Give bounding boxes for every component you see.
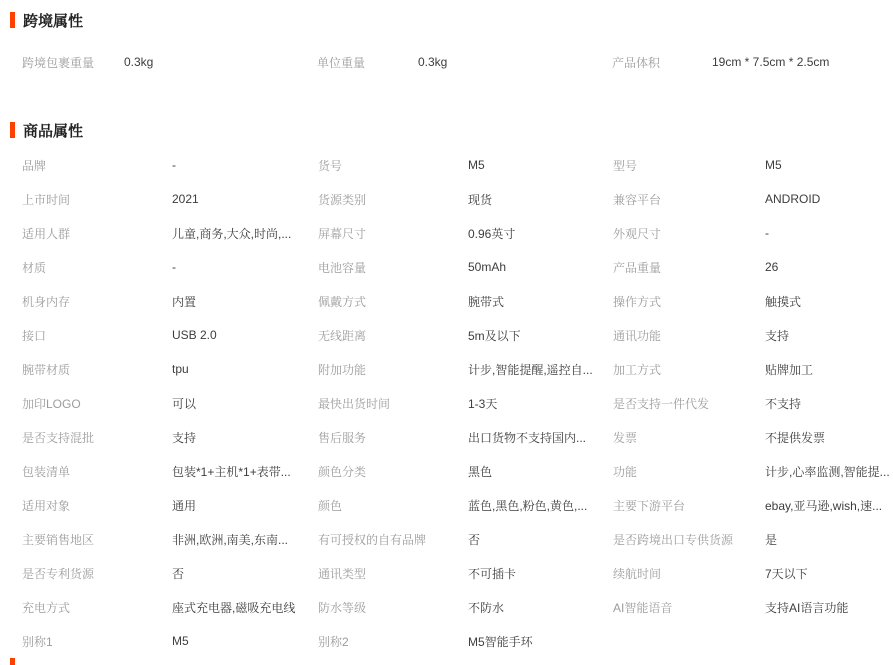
attribute-value: 不提供发票 (765, 430, 826, 445)
section-title: 商品属性 (23, 122, 84, 140)
attribute-value: M5 (765, 158, 782, 172)
attribute-value: 包装*1+主机*1+表带... (172, 464, 291, 479)
attribute-label: 腕带材质 (22, 362, 71, 377)
attribute-value: 计步,心率监测,智能提... (765, 464, 890, 479)
attribute-value: 否 (172, 566, 185, 581)
attribute-value: 否 (468, 532, 481, 547)
attribute-label: 附加功能 (318, 362, 367, 377)
cross-border-attributes-row (22, 53, 891, 71)
attribute-value: 19cm * 7.5cm * 2.5cm (712, 55, 830, 69)
attribute-value: 座式充电器,磁吸充电线 (172, 600, 296, 615)
attribute-value: 5m及以下 (468, 328, 521, 343)
attribute-label: 颜色分类 (318, 464, 367, 479)
attribute-label: 货源类别 (318, 192, 367, 207)
attribute-label: 单位重量 (317, 55, 366, 70)
attribute-label: 型号 (613, 158, 638, 173)
attribute-label: 颜色 (318, 498, 343, 513)
attribute-label: 品牌 (22, 158, 47, 173)
attribute-label: 主要下游平台 (613, 498, 686, 513)
attribute-label: 机身内存 (22, 294, 71, 309)
attribute-value: 儿童,商务,大众,时尚,... (172, 226, 292, 241)
attribute-value: - (172, 260, 176, 274)
attribute-value: 0.3kg (418, 55, 448, 69)
attribute-value: 贴牌加工 (765, 362, 814, 377)
attribute-value: ebay,亚马逊,wish,速... (765, 498, 883, 513)
attribute-value: 黑色 (468, 464, 493, 479)
attribute-label: 跨境包裹重量 (22, 55, 95, 70)
section-marker-icon (10, 12, 15, 28)
attribute-label: 是否专利货源 (22, 566, 95, 581)
attribute-label: AI智能语音 (613, 600, 673, 615)
attribute-label: 佩戴方式 (318, 294, 367, 309)
attribute-label: 是否跨境出口专供货源 (613, 532, 734, 547)
attribute-value: M5 (468, 158, 485, 172)
attribute-label: 最快出货时间 (318, 396, 391, 411)
attribute-label: 加工方式 (613, 362, 662, 377)
attribute-label: 加印LOGO (22, 396, 81, 411)
attribute-value: 0.3kg (124, 55, 154, 69)
attribute-label: 上市时间 (22, 192, 71, 207)
attribute-label: 防水等级 (318, 600, 367, 615)
attribute-value: ANDROID (765, 192, 821, 206)
attribute-value: 非洲,欧洲,南美,东南... (172, 532, 289, 547)
attribute-value: 0.96英寸 (468, 226, 516, 241)
attribute-value: tpu (172, 362, 189, 376)
attribute-label: 材质 (22, 260, 47, 275)
attribute-label: 有可授权的自有品牌 (318, 532, 427, 547)
attribute-value: 1-3天 (468, 396, 498, 411)
attribute-value: 50mAh (468, 260, 507, 274)
section-marker-icon (10, 122, 15, 138)
attribute-value: 现货 (468, 192, 493, 207)
attribute-label: 续航时间 (613, 566, 662, 581)
attribute-value: 通用 (172, 498, 197, 513)
attribute-label: 发票 (613, 430, 638, 445)
next-section-marker-icon (10, 658, 15, 665)
attribute-label: 屏幕尺寸 (318, 226, 367, 241)
attribute-value: 不可插卡 (468, 566, 517, 581)
attribute-value: 蓝色,黑色,粉色,黄色,... (468, 498, 588, 513)
attribute-label: 适用对象 (22, 498, 71, 513)
attribute-value: 出口货物不支持国内... (468, 430, 587, 445)
section-header-product (10, 121, 83, 139)
attribute-label: 包装清单 (22, 464, 71, 479)
attribute-label: 兼容平台 (613, 192, 662, 207)
attribute-value: 支持AI语言功能 (765, 600, 849, 615)
attribute-value: - (765, 226, 769, 240)
attribute-label: 产品重量 (613, 260, 662, 275)
section-header-cross-border (10, 11, 83, 29)
attribute-label: 适用人群 (22, 226, 71, 241)
attribute-label: 功能 (613, 464, 638, 479)
attribute-label: 操作方式 (613, 294, 662, 309)
attribute-label: 别称2 (318, 634, 349, 649)
attribute-label: 别称1 (22, 634, 53, 649)
attribute-value: 计步,智能提醒,遥控自... (468, 362, 593, 377)
attribute-label: 通讯功能 (613, 328, 662, 343)
attribute-value: 腕带式 (468, 294, 505, 309)
attribute-value: 7天以下 (765, 566, 808, 581)
attribute-label: 产品体积 (612, 55, 661, 70)
attribute-label: 通讯类型 (318, 566, 367, 581)
attribute-value: M5 (172, 634, 189, 648)
attribute-label: 电池容量 (318, 260, 367, 275)
attribute-label: 是否支持混批 (22, 430, 95, 445)
attribute-label: 无线距离 (318, 328, 367, 343)
attribute-value: - (172, 158, 176, 172)
attribute-value: 不支持 (765, 396, 802, 411)
attribute-label: 充电方式 (22, 600, 71, 615)
attribute-value: M5智能手环 (468, 634, 533, 649)
attribute-label: 是否支持一件代发 (613, 396, 710, 411)
attribute-value: 触摸式 (765, 294, 802, 309)
attribute-label: 外观尺寸 (613, 226, 662, 241)
attribute-value: 是 (765, 532, 778, 547)
product-attributes-table (22, 148, 891, 658)
attribute-value: 内置 (172, 294, 197, 309)
attribute-value: USB 2.0 (172, 328, 217, 342)
attribute-label: 售后服务 (318, 430, 367, 445)
attribute-value: 可以 (172, 396, 197, 411)
attribute-label: 接口 (22, 328, 47, 343)
attribute-value: 26 (765, 260, 779, 274)
attribute-value: 支持 (172, 430, 197, 445)
attribute-label: 主要销售地区 (22, 532, 95, 547)
section-title: 跨境属性 (23, 12, 84, 30)
attribute-value: 不防水 (468, 600, 505, 615)
attribute-value: 支持 (765, 328, 790, 343)
attribute-label: 货号 (318, 158, 343, 173)
attribute-value: 2021 (172, 192, 199, 206)
